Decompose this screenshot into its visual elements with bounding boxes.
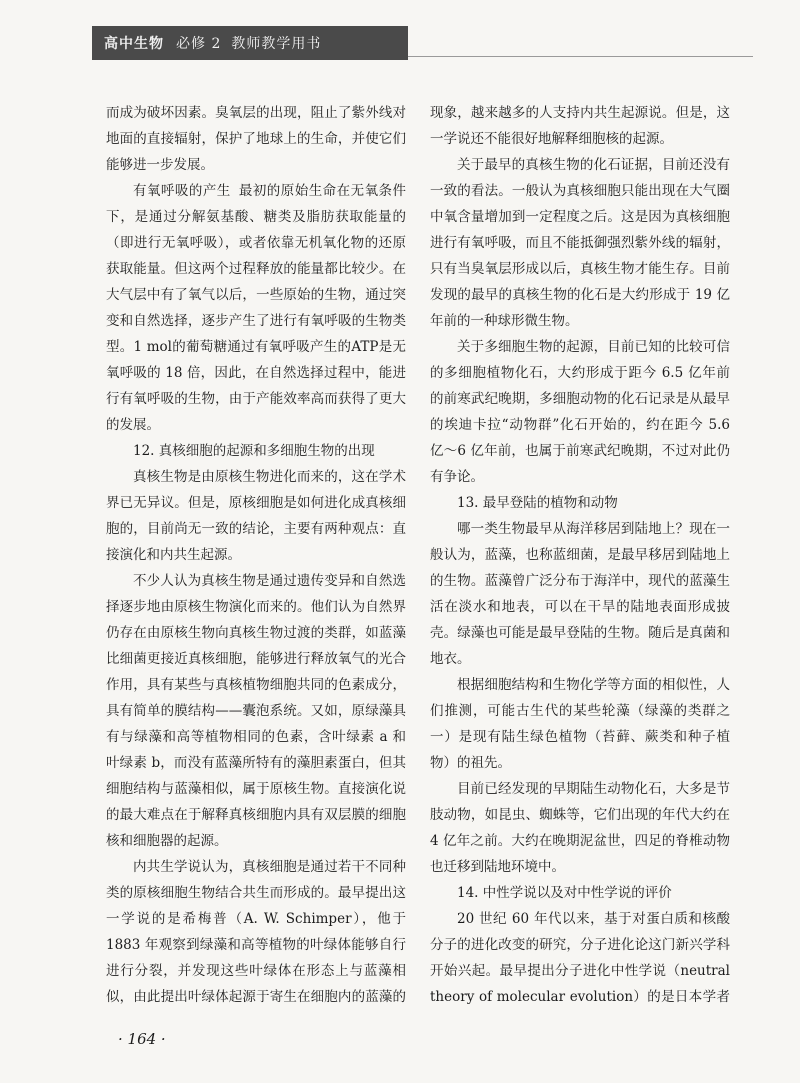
right-paragraph-4: 哪一类生物最早从海洋移居到陆地上？现在一般认为，蓝藻，也称蓝细菌，是最早移居到陆地上的生物。蓝藻曾广泛分布于海洋中，现代的蓝藻生活在淡水和地表，可以在干旱的陆地表面形成披壳。绿藻也可能是最早登陆的生物。随后是真菌和地衣。 — [430, 521, 730, 667]
left-paragraph-1: 而成为破坏因素。臭氧层的出现，阻止了紫外线对地面的直接辐射，保护了地球上的生命，并使它们能够进一步发展。 — [106, 105, 406, 173]
left-paragraph-2-body: 最初的原始生命在无氧条件下，是通过分解氨基酸、糖类及脂肪获取能量的（即进行无氧呼吸），或者依靠无机氧化物的还原获取能量。但这两个过程释放的能量都比较少。在大气层中有了氧气以后，一些原始的生物，通过突变和自然选择，逐步产生了进行有氧呼吸的生物类型。1 mol的葡萄糖通过有氧呼吸产生的ATP是无氧呼吸的 18 倍，因此，在自然选择过程中，能进行有氧呼吸的生物，由于产能效率高而获得了更大的发展。 — [106, 183, 406, 433]
right-paragraph-6: 目前已经发现的早期陆生动物化石，大多是节肢动物，如昆虫、蜘蛛等，它们出现的年代大约在 4 亿年之前。大约在晚期泥盆世，四足的脊椎动物也迁移到陆地环境中。 — [430, 781, 730, 875]
page-number: · 164 · — [118, 1030, 166, 1048]
header-book-type: 教师教学用书 — [231, 36, 322, 52]
right-column — [430, 100, 730, 1010]
right-paragraph-1: 现象，越来越多的人支持内共生起源说。但是，这一学说还不能很好地解释细胞核的起源。 — [430, 105, 730, 147]
right-paragraph-7-body: 20 世纪 60 年代以来，基于对蛋白质和核酸分子的进化改变的研究，分子进化论这门新兴学科开始兴起。最早提出分子进化中性学说（neutral theory of molecular evolution）的是日本学者 — [430, 911, 730, 1005]
header-rule — [408, 56, 753, 57]
term-aerobic-respiration: 有氧呼吸的产生 — [133, 183, 231, 199]
header-book-title: 高中生物 — [104, 36, 164, 52]
left-column — [106, 100, 406, 1010]
right-paragraph-3: 关于多细胞生物的起源，目前已知的比较可信的多细胞植物化石，大约形成于距今 6.5 亿年前的前寒武纪晚期，多细胞动物的化石记录是从最早的埃迪卡拉“动物群”化石开始的，约在距今 5.6 亿～6 亿年前，也属于前寒武纪晚期，不过对此仍有争论。 — [430, 339, 730, 485]
left-paragraph-3: 真核生物是由原核生物进化而来的，这在学术界已无异议。但是，原核细胞是如何进化成真核细胞的，目前尚无一致的结论，主要有两种观点：直接演化和内共生起源。 — [106, 469, 406, 563]
section-heading-12: 12. 真核细胞的起源和多细胞生物的出现 — [133, 443, 375, 459]
section-heading-13: 13. 最早登陆的植物和动物 — [457, 495, 618, 511]
header-volume: 必修 2 — [176, 36, 222, 52]
left-paragraph-4: 不少人认为真核生物是通过遗传变异和自然选择逐步地由原核生物演化而来的。他们认为自然界仍存在由原核生物向真核生物过渡的类群，如蓝藻比细菌更接近真核细胞，能够进行释放氧气的光合作用，具有某些与真核植物细胞共同的色素成分，具有简单的膜结构——囊泡系统。又如，原绿藻具有与绿藻和高等植物相同的色素，含叶绿素 a 和叶绿素 b，而没有蓝藻所特有的藻胆素蛋白，但其细胞结构与蓝藻相似，属于原核生物。直接演化说的最大难点在于解释真核细胞内具有双层膜的细胞核和细胞器的起源。 — [106, 573, 406, 849]
left-paragraph-5: 内共生学说认为，真核细胞是通过若干不同种类的原核细胞生物结合共生而形成的。最早提出这一学说的是希梅普（A. W. Schimper），他于 1883 年观察到绿藻和高等植物的叶绿体能够自行进行分裂，并发现这些叶绿体在形态上与蓝藻相似，由此提出叶绿体起源于寄生在细胞内的蓝藻的 — [106, 859, 406, 1005]
right-paragraph-2: 关于最早的真核生物的化石证据，目前还没有一致的看法。一般认为真核细胞只能出现在大气圈中氧含量增加到一定程度之后。这是因为真核细胞进行有氧呼吸，而且不能抵御强烈紫外线的辐射，只有当臭氧层形成以后，真核生物才能生存。目前发现的最早的真核生物的化石是大约形成于 19 亿年前的一种球形微生物。 — [430, 157, 730, 329]
right-paragraph-5: 根据细胞结构和生物化学等方面的相似性，人们推测，可能古生代的某些轮藻（绿藻的类群之一）是现有陆生绿色植物（苔藓、蕨类和种子植物）的祖先。 — [430, 677, 730, 771]
section-heading-14: 14. 中性学说以及对中性学说的评价 — [457, 885, 672, 901]
running-header — [92, 26, 408, 60]
left-paragraph-2 — [106, 178, 406, 438]
right-paragraph-7 — [430, 906, 730, 1010]
